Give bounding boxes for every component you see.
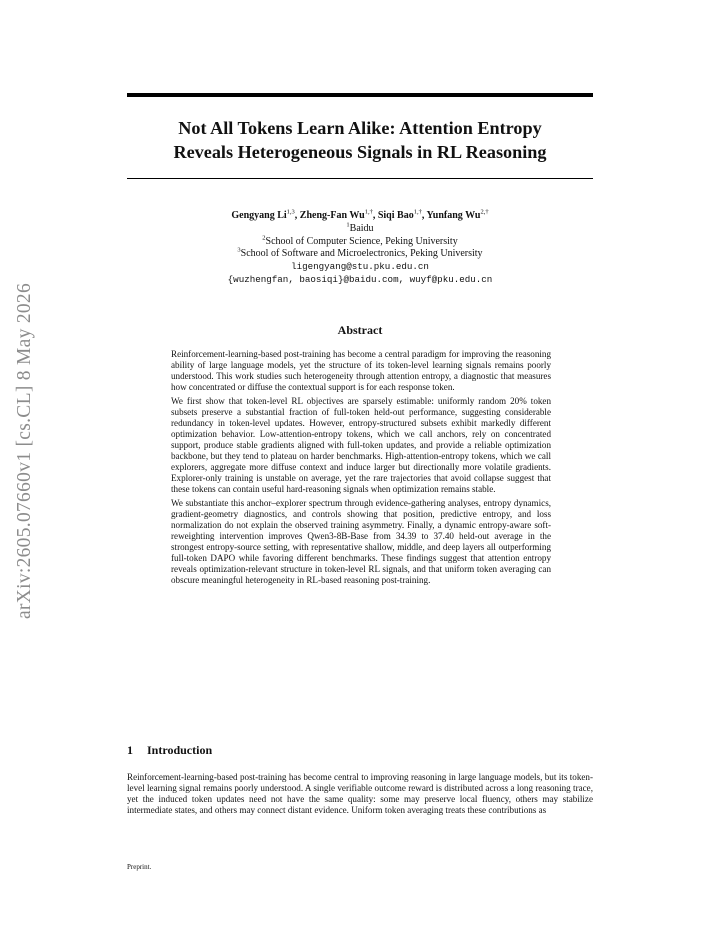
affiliation-line: $^1$Baidu — [346, 221, 374, 234]
preprint-footer: Preprint. — [127, 863, 152, 871]
author-name: Gengyang Li — [231, 210, 287, 221]
abstract-heading: Abstract — [337, 323, 383, 337]
abstract-body — [171, 349, 551, 588]
author-name: Yunfang Wu — [426, 210, 481, 221]
affiliation-line: $^2$School of Computer Science, Peking University — [262, 234, 458, 247]
section-title: Introduction — [147, 743, 213, 757]
author-block — [127, 210, 593, 287]
author-affiliation-mark: 1,† — [413, 208, 422, 216]
title-line-2: Reveals Heterogeneous Signals in RL Reasoning — [173, 142, 547, 162]
section-number: 1 — [127, 743, 133, 757]
abstract-paragraph: We first show that token-level RL objectives are sparsely estimable: uniformly random 20% token subsets preserve a substantial fraction of full-token held-out performance, suggesting considerable redundancy in token-level updates. However, entropy-structured subsets exhibit markedly different optimization behavior. Low-attention-entropy tokens, which we call anchors, rely on concentrated support, produce stable gradients aligned with full-token updates, and provide a reliable optimization backbone, but they tend to plateau on harder benchmarks. High-attention-entropy tokens, which we call explorers, aggregate more diffuse context and induce larger but directionally more volatile gradients. Explorer-only training is unstable on average, yet the rare trajectories that avoid collapse suggest that these tokens can contain useful hard-reasoning signals when optimization remains stable. — [171, 395, 551, 495]
title-top-rule — [127, 93, 593, 97]
abstract-paragraph: We substantiate this anchor–explorer spectrum through evidence-gathering analyses, entropy dynamics, gradient-geometry diagnostics, and controls showing that position, predictive entropy, and loss normalization do not explain the observed training asymmetry. Finally, a dynamic entropy-aware soft-reweighting intervention improves Qwen3-8B-Base from 34.39 to 37.40 held-out average in the strongest entropy-source setting, with representative shallow, middle, and deep layers all outperforming full-token DAPO while favoring different benchmarks. These findings suggest that attention entropy reveals optimization-relevant structure in token-level RL signals, and that uniform token averaging can obscure meaningful heterogeneity in RL-based reasoning post-training. — [171, 497, 551, 585]
title-bottom-rule — [127, 178, 593, 179]
email-line: ligengyang@stu.pku.edu.cn — [291, 261, 429, 273]
title-line-1: Not All Tokens Learn Alike: Attention Entropy — [178, 118, 542, 138]
paper-title — [127, 116, 593, 164]
affiliation-line: $^3$School of Software and Microelectronics, Peking University — [237, 247, 483, 260]
section-heading — [127, 743, 593, 758]
abstract-paragraph: Reinforcement-learning-based post-training has become a central paradigm for improving the reasoning ability of large language models, yet the structure of its token-level learning signals remains poorly understood. This work studies such heterogeneity through attention entropy, a diagnostic that measures how concentrated or diffuse the contextual support is for each response token. — [171, 349, 551, 393]
author-affiliation-mark: 1,3 — [286, 208, 295, 216]
email-line: {wuzhengfan, baosiqi}@baidu.com, wuyf@pku.edu.cn — [227, 273, 493, 285]
author-name: Zheng-Fan Wu — [299, 210, 365, 221]
author-affiliation-mark: 1,† — [364, 208, 373, 216]
introduction-paragraph: Reinforcement-learning-based post-training has become central to improving reasoning in large language models, but its token-level learning signal remains poorly understood. A single verifiable outcome reward is distributed across a long reasoning trace, yet the induced token updates need not have the same quality: some may preserve local fluency, others may stabilize intermediate states, and others may connect distant evidence. Uniform token averaging treats these contributions as — [127, 772, 593, 816]
arxiv-identifier-stamp: arXiv:2605.07660v1 [cs.CL] 8 May 2026 — [14, 282, 35, 620]
introduction-body — [127, 772, 593, 816]
author-list: Gengyang Li$^{1,3}$, Zheng-Fan $Wu^{1,\dagger}$, Siqi Bao$^{1,\dagger}$, Yunfang $Wu^{2,\dagger}$ — [231, 208, 489, 221]
author-name: Siqi Bao — [377, 210, 414, 221]
author-affiliation-mark: 2,† — [480, 208, 489, 216]
